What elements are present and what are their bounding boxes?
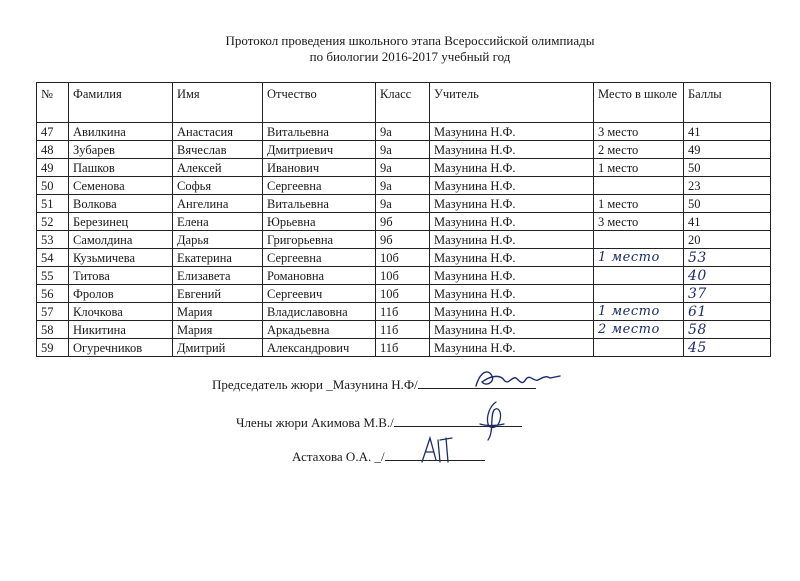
cell-grade	[376, 303, 430, 321]
cell-number-text: 58	[41, 322, 54, 337]
cell-score	[684, 141, 771, 159]
cell-number	[37, 123, 69, 141]
cell-patronymic	[263, 285, 376, 303]
header-patronymic: Отчество	[263, 83, 376, 123]
cell-score-text: 23	[688, 178, 701, 193]
cell-grade	[376, 195, 430, 213]
cell-patronymic-text: Юрьевна	[267, 214, 316, 229]
cell-grade	[376, 213, 430, 231]
cell-name-text: Дарья	[177, 232, 209, 247]
cell-patronymic	[263, 321, 376, 339]
cell-number-text: 51	[41, 196, 54, 211]
jury-members-label: Члены жюри Акимова М.В./	[236, 415, 394, 430]
cell-patronymic-text: Романовна	[267, 268, 325, 283]
cell-number	[37, 231, 69, 249]
cell-teacher-text: Мазунина Н.Ф.	[434, 286, 516, 301]
cell-patronymic	[263, 159, 376, 177]
header-name: Имя	[173, 83, 263, 123]
cell-score-text: 61	[688, 303, 707, 320]
cell-name	[173, 213, 263, 231]
header-surname: Фамилия	[69, 83, 173, 123]
cell-name-text: Ангелина	[177, 196, 229, 211]
cell-teacher-text: Мазунина Н.Ф.	[434, 322, 516, 337]
cell-surname-text: Волкова	[73, 196, 117, 211]
cell-name-text: Вячеслав	[177, 142, 227, 157]
cell-number	[37, 141, 69, 159]
title-line-2: по биологии 2016-2017 учебный год	[309, 49, 511, 64]
cell-surname	[69, 285, 173, 303]
cell-place	[594, 285, 684, 303]
cell-grade	[376, 339, 430, 357]
cell-number	[37, 285, 69, 303]
cell-grade-text: 9а	[380, 196, 392, 211]
cell-surname-text: Авилкина	[73, 124, 126, 139]
table-row	[37, 159, 771, 177]
cell-name	[173, 141, 263, 159]
title-line-1: Протокол проведения школьного этапа Всероссийской олимпиады	[225, 33, 595, 48]
cell-number	[37, 339, 69, 357]
cell-place	[594, 159, 684, 177]
cell-surname	[69, 231, 173, 249]
cell-patronymic-text: Аркадьевна	[267, 322, 330, 337]
cell-number-text: 54	[41, 250, 54, 265]
cell-patronymic-text: Витальевна	[267, 124, 329, 139]
cell-patronymic-text: Сергеевна	[267, 250, 322, 265]
cell-surname	[69, 339, 173, 357]
cell-grade	[376, 177, 430, 195]
cell-surname	[69, 141, 173, 159]
table-body	[37, 123, 771, 357]
cell-patronymic	[263, 267, 376, 285]
cell-score-text: 40	[688, 267, 707, 284]
cell-score	[684, 123, 771, 141]
cell-surname	[69, 195, 173, 213]
cell-score-text: 41	[688, 214, 701, 229]
cell-patronymic	[263, 213, 376, 231]
cell-patronymic-text: Сергеевич	[267, 286, 323, 301]
cell-name-text: Елена	[177, 214, 209, 229]
cell-name	[173, 177, 263, 195]
table-row	[37, 249, 771, 267]
table-row	[37, 285, 771, 303]
cell-surname-text: Зубарев	[73, 142, 115, 157]
cell-teacher-text: Мазунина Н.Ф.	[434, 196, 516, 211]
cell-number-text: 49	[41, 160, 54, 175]
cell-place	[594, 123, 684, 141]
cell-number-text: 48	[41, 142, 54, 157]
cell-grade	[376, 159, 430, 177]
cell-name	[173, 321, 263, 339]
cell-number-text: 56	[41, 286, 54, 301]
cell-teacher	[430, 267, 594, 285]
cell-surname	[69, 303, 173, 321]
document-title	[140, 33, 680, 65]
cell-number-text: 57	[41, 304, 54, 319]
cell-place	[594, 177, 684, 195]
cell-score	[684, 285, 771, 303]
cell-name	[173, 267, 263, 285]
cell-surname	[69, 177, 173, 195]
cell-number-text: 50	[41, 178, 54, 193]
cell-teacher	[430, 159, 594, 177]
cell-surname-text: Титова	[73, 268, 110, 283]
cell-patronymic	[263, 177, 376, 195]
cell-teacher-text: Мазунина Н.Ф.	[434, 304, 516, 319]
cell-place-text: 1 место	[598, 196, 639, 211]
cell-score	[684, 303, 771, 321]
cell-teacher	[430, 321, 594, 339]
cell-teacher-text: Мазунина Н.Ф.	[434, 124, 516, 139]
cell-grade-text: 11б	[380, 340, 399, 355]
cell-score-text: 49	[688, 142, 701, 157]
table-row	[37, 195, 771, 213]
cell-grade	[376, 231, 430, 249]
cell-grade-text: 10б	[380, 250, 399, 265]
cell-name	[173, 249, 263, 267]
cell-grade-text: 9а	[380, 160, 392, 175]
cell-grade	[376, 123, 430, 141]
cell-name	[173, 339, 263, 357]
cell-grade-text: 10б	[380, 286, 399, 301]
cell-surname-text: Огуречников	[73, 340, 143, 355]
cell-score-text: 50	[688, 160, 701, 175]
cell-patronymic	[263, 339, 376, 357]
cell-grade-text: 10б	[380, 268, 399, 283]
cell-name-text: Екатерина	[177, 250, 232, 265]
cell-patronymic-text: Иванович	[267, 160, 320, 175]
cell-name	[173, 285, 263, 303]
cell-place-text: 1 место	[598, 160, 639, 175]
cell-place-text: 1 место	[598, 250, 660, 265]
table-row	[37, 321, 771, 339]
header-score: Баллы	[684, 83, 771, 123]
cell-teacher-text: Мазунина Н.Ф.	[434, 160, 516, 175]
cell-place	[594, 303, 684, 321]
table-row	[37, 123, 771, 141]
header-number: №	[37, 83, 69, 123]
cell-number	[37, 321, 69, 339]
header-place: Место в школе	[594, 83, 684, 123]
cell-score	[684, 339, 771, 357]
cell-score	[684, 159, 771, 177]
cell-score-text: 50	[688, 196, 701, 211]
cell-grade-text: 9а	[380, 142, 392, 157]
cell-place	[594, 321, 684, 339]
cell-teacher	[430, 339, 594, 357]
cell-name	[173, 123, 263, 141]
cell-name-text: Софья	[177, 178, 212, 193]
cell-score-text: 37	[688, 285, 707, 302]
table-row	[37, 213, 771, 231]
cell-surname	[69, 123, 173, 141]
cell-number-text: 47	[41, 124, 54, 139]
table-row	[37, 141, 771, 159]
cell-score	[684, 249, 771, 267]
cell-teacher	[430, 231, 594, 249]
cell-name	[173, 231, 263, 249]
cell-grade-text: 11б	[380, 304, 399, 319]
cell-surname-text: Фролов	[73, 286, 114, 301]
cell-surname	[69, 213, 173, 231]
cell-surname	[69, 267, 173, 285]
cell-name	[173, 195, 263, 213]
cell-patronymic	[263, 249, 376, 267]
member2-signature	[418, 432, 464, 466]
cell-place	[594, 141, 684, 159]
cell-score-text: 45	[688, 339, 707, 356]
cell-place	[594, 213, 684, 231]
results-table	[36, 82, 771, 357]
cell-number	[37, 213, 69, 231]
cell-patronymic	[263, 123, 376, 141]
cell-teacher-text: Мазунина Н.Ф.	[434, 250, 516, 265]
cell-grade-text: 9а	[380, 178, 392, 193]
cell-surname-text: Пашков	[73, 160, 115, 175]
cell-name-text: Мария	[177, 304, 213, 319]
cell-surname-text: Клочкова	[73, 304, 123, 319]
cell-number	[37, 267, 69, 285]
cell-grade-text: 9б	[380, 232, 393, 247]
cell-surname	[69, 321, 173, 339]
cell-name-text: Евгений	[177, 286, 222, 301]
cell-teacher	[430, 177, 594, 195]
cell-patronymic-text: Витальевна	[267, 196, 329, 211]
cell-patronymic-text: Александрович	[267, 340, 350, 355]
cell-grade-text: 9а	[380, 124, 392, 139]
cell-teacher	[430, 213, 594, 231]
cell-place	[594, 195, 684, 213]
cell-place-text: 2 место	[598, 322, 660, 337]
cell-name	[173, 303, 263, 321]
cell-place-text: 3 место	[598, 124, 639, 139]
cell-patronymic-text: Сергеевна	[267, 178, 322, 193]
cell-score	[684, 213, 771, 231]
cell-number-text: 53	[41, 232, 54, 247]
cell-patronymic-text: Владиславовна	[267, 304, 348, 319]
cell-name-text: Мария	[177, 322, 213, 337]
cell-teacher-text: Мазунина Н.Ф.	[434, 178, 516, 193]
cell-place-text: 3 место	[598, 214, 639, 229]
cell-teacher	[430, 249, 594, 267]
cell-place	[594, 267, 684, 285]
cell-score	[684, 231, 771, 249]
cell-score-text: 20	[688, 232, 701, 247]
cell-grade	[376, 141, 430, 159]
cell-patronymic	[263, 195, 376, 213]
cell-number	[37, 303, 69, 321]
cell-name-text: Анастасия	[177, 124, 233, 139]
cell-patronymic-text: Дмитриевич	[267, 142, 334, 157]
cell-score-text: 53	[688, 249, 707, 266]
cell-surname-text: Кузьмичева	[73, 250, 136, 265]
cell-name	[173, 159, 263, 177]
cell-grade	[376, 267, 430, 285]
cell-number	[37, 195, 69, 213]
cell-grade-text: 9б	[380, 214, 393, 229]
cell-surname	[69, 249, 173, 267]
cell-teacher	[430, 285, 594, 303]
cell-number	[37, 249, 69, 267]
cell-surname-text: Семенова	[73, 178, 125, 193]
cell-place	[594, 339, 684, 357]
cell-place	[594, 249, 684, 267]
cell-grade	[376, 249, 430, 267]
cell-teacher-text: Мазунина Н.Ф.	[434, 268, 516, 283]
table-header-row	[37, 83, 771, 123]
cell-name-text: Дмитрий	[177, 340, 226, 355]
cell-number-text: 55	[41, 268, 54, 283]
cell-grade	[376, 285, 430, 303]
member-signature	[474, 398, 510, 444]
chair-signature	[472, 366, 567, 392]
cell-teacher	[430, 195, 594, 213]
cell-teacher	[430, 141, 594, 159]
cell-number	[37, 177, 69, 195]
cell-place-text: 2 место	[598, 142, 639, 157]
cell-teacher-text: Мазунина Н.Ф.	[434, 142, 516, 157]
cell-teacher-text: Мазунина Н.Ф.	[434, 340, 516, 355]
cell-number	[37, 159, 69, 177]
cell-score	[684, 267, 771, 285]
cell-score-text: 41	[688, 124, 701, 139]
cell-score	[684, 177, 771, 195]
cell-name-text: Елизавета	[177, 268, 231, 283]
cell-teacher	[430, 123, 594, 141]
cell-score	[684, 321, 771, 339]
table-row	[37, 339, 771, 357]
cell-score-text: 58	[688, 321, 707, 338]
cell-teacher	[430, 303, 594, 321]
cell-score	[684, 195, 771, 213]
cell-grade-text: 11б	[380, 322, 399, 337]
cell-surname-text: Самолдина	[73, 232, 133, 247]
cell-patronymic	[263, 231, 376, 249]
cell-surname-text: Березинец	[73, 214, 129, 229]
cell-teacher-text: Мазунина Н.Ф.	[434, 232, 516, 247]
cell-patronymic	[263, 303, 376, 321]
table-row	[37, 231, 771, 249]
table-row	[37, 303, 771, 321]
cell-name-text: Алексей	[177, 160, 222, 175]
cell-patronymic	[263, 141, 376, 159]
header-grade: Класс	[376, 83, 430, 123]
cell-surname	[69, 159, 173, 177]
table-row	[37, 177, 771, 195]
cell-grade	[376, 321, 430, 339]
table-row	[37, 267, 771, 285]
cell-place	[594, 231, 684, 249]
cell-teacher-text: Мазунина Н.Ф.	[434, 214, 516, 229]
cell-patronymic-text: Григорьевна	[267, 232, 334, 247]
cell-place-text: 1 место	[598, 304, 660, 319]
cell-number-text: 59	[41, 340, 54, 355]
header-teacher: Учитель	[430, 83, 594, 123]
jury-chair-label: Председатель жюри _Мазунина Н.Ф/	[212, 377, 418, 392]
jury-member2-label: Астахова О.А. _/	[292, 449, 385, 464]
cell-number-text: 52	[41, 214, 54, 229]
cell-surname-text: Никитина	[73, 322, 126, 337]
